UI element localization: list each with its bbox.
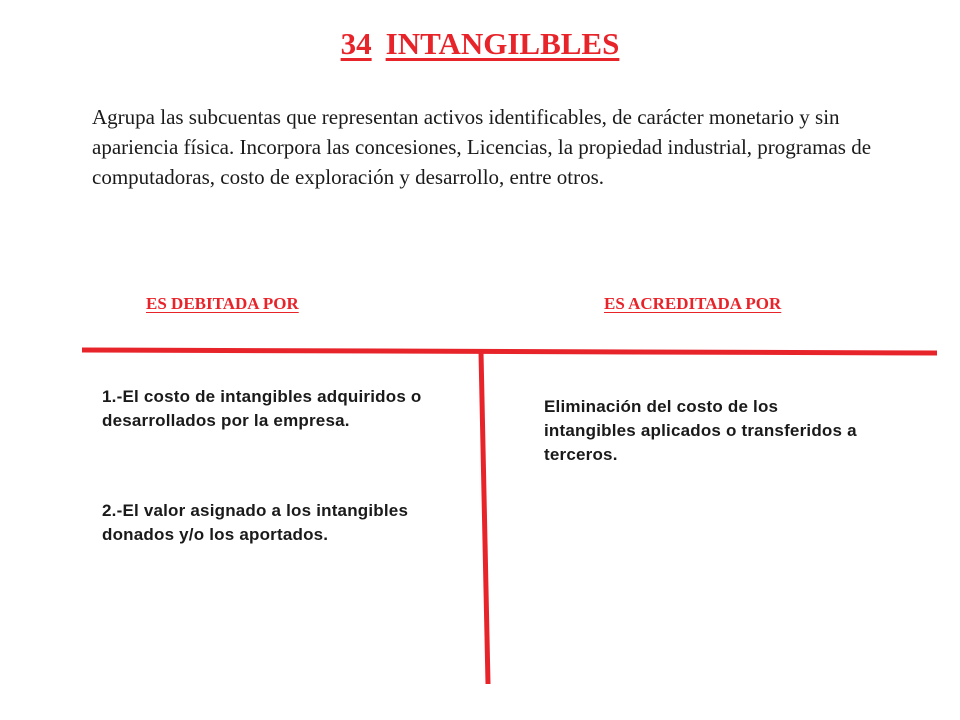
- credit-entry-1: Eliminación del costo de los intangibles aplicados o transferidos a terceros.: [544, 397, 857, 464]
- debit-entry-2: 2.-El valor asignado a los intangibles donados y/o los aportados.: [102, 501, 409, 544]
- account-name: INTANGILBLES: [385, 26, 620, 61]
- account-description: Agrupa las subcuentas que representan activos identificables, de carácter monetario y sin apariencia física. Incorpora las concesiones, Licencias, la propiedad industrial, programas de computadoras, costo de exploración y desarrollo, entre otros.: [92, 105, 872, 189]
- account-number: 34: [340, 26, 372, 61]
- t-account-vertical-line: [481, 352, 488, 684]
- debit-column-header: ES DEBITADA POR: [146, 294, 299, 313]
- credit-column-header: ES ACREDITADA POR: [604, 294, 782, 313]
- debit-entry-1: 1.-El costo de intangibles adquiridos o desarrollados por la empresa.: [102, 387, 422, 430]
- t-account-horizontal-line: [82, 350, 937, 353]
- page-title: [0, 26, 960, 62]
